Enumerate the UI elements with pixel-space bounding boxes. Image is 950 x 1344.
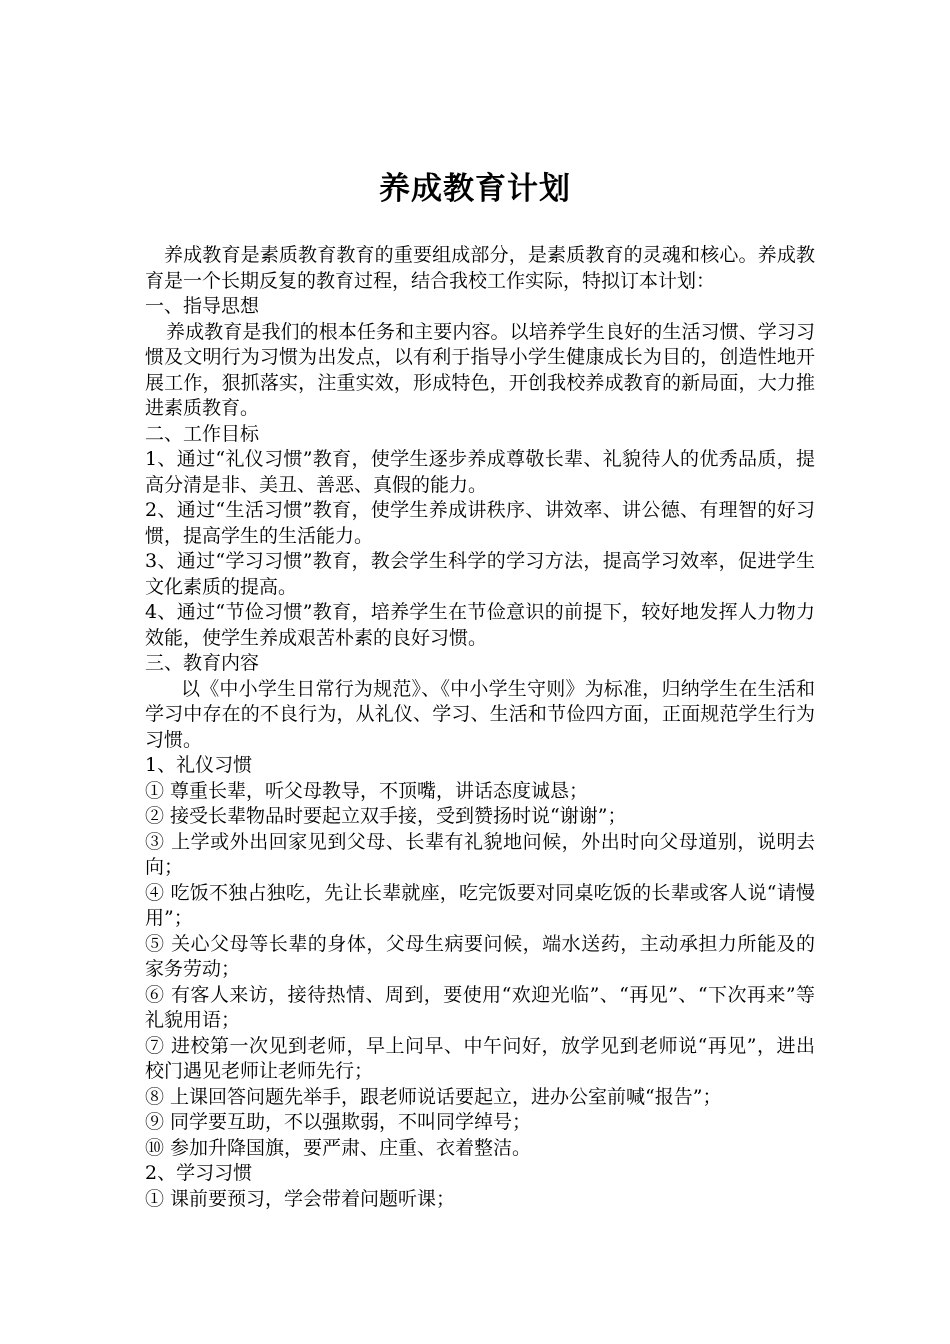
subsection-heading-etiquette: 1、礼仪习惯 <box>145 754 253 776</box>
list-item: ④ 吃饭不独占独吃，先让长辈就座，吃完饭要对同桌吃饭的长辈或客人说“请慢用”； <box>145 881 815 929</box>
list-item: ⑦ 进校第一次见到老师，早上问早、中午问好，放学见到老师说“再见”，进出校门遇见老师让老师先行； <box>145 1034 815 1082</box>
list-item: ① 尊重长辈，听父母教导，不顶嘴，讲话态度诚恳； <box>145 779 589 802</box>
list-item: ⑤ 关心父母等长辈的身体，父母生病要问候，端水送药，主动承担力所能及的家务劳动； <box>145 932 815 980</box>
list-item: ① 课前要预习，学会带着问题听课； <box>145 1187 456 1210</box>
section-heading-work-goals: 二、工作目标 <box>145 422 260 445</box>
subsection-heading-study: 2、学习习惯 <box>145 1162 253 1184</box>
goal-item-4: 4、通过“节俭习惯”教育，培养学生在节俭意识的前提下，较好地发挥人力物力效能，使学生养成艰苦朴素的良好习惯。 <box>145 601 815 649</box>
list-item: ③ 上学或外出回家见到父母、长辈有礼貌地问候，外出时向父母道别，说明去向； <box>145 830 815 878</box>
goal-item-2: 2、通过“生活习惯”教育，使学生养成讲秩序、讲效率、讲公德、有理智的好习惯，提高学生的生活能力。 <box>145 499 815 547</box>
education-content-paragraph: 以《中小学生日常行为规范》、《中小学生守则》为标准，归纳学生在生活和学习中存在的不良行为，从礼仪、学习、生活和节俭四方面，正面规范学生行为习惯。 <box>145 677 815 751</box>
goal-item-3: 3、通过“学习习惯”教育，教会学生科学的学习方法，提高学习效率，促进学生文化素质的提高。 <box>145 550 815 598</box>
section-heading-education-content: 三、教育内容 <box>145 652 260 674</box>
list-item: ⑩ 参加升降国旗，要严肃、庄重、衣着整洁。 <box>145 1136 532 1159</box>
document-body <box>145 243 815 1212</box>
list-item: ⑧ 上课回答问题先举手，跟老师说话要起立，进办公室前喊“报告”； <box>145 1085 722 1108</box>
document-title: 养成教育计划 <box>379 170 571 207</box>
intro-paragraph: 养成教育是素质教育教育的重要组成部分，是素质教育的灵魂和核心。养成教育是一个长期反复的教育过程，结合我校工作实际，特拟订本计划： <box>145 244 815 292</box>
section-heading-guiding-ideology: 一、指导思想 <box>145 295 260 317</box>
list-item: ⑥ 有客人来访，接待热情、周到，要使用“欢迎光临”、“再见”、“下次再来”等礼貌用语； <box>145 983 815 1031</box>
guiding-ideology-paragraph: 养成教育是我们的根本任务和主要内容。以培养学生良好的生活习惯、学习习惯及文明行为习惯为出发点，以有利于指导小学生健康成长为目的，创造性地开展工作，狠抓落实，注重实效，形成特色，开创我校养成教育的新局面，大力推进素质教育。 <box>145 320 815 419</box>
goal-item-1: 1、通过“礼仪习惯”教育，使学生逐步养成尊敬长辈、礼貌待人的优秀品质，提高分清是非、美丑、善恶、真假的能力。 <box>145 448 815 496</box>
list-item: ⑨ 同学要互助，不以强欺弱，不叫同学绰号； <box>145 1111 532 1133</box>
list-item: ② 接受长辈物品时要起立双手接，受到赞扬时说“谢谢”； <box>145 805 627 827</box>
